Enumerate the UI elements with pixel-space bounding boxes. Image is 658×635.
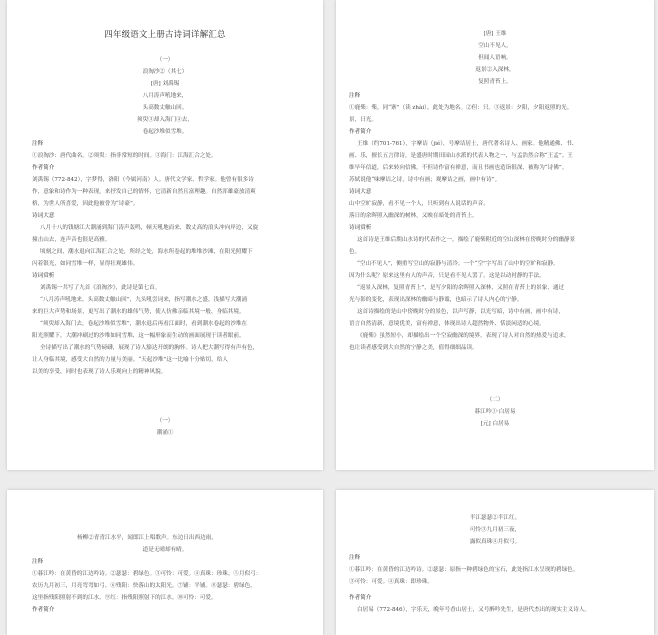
meaning-text: 顷刻之间，潮水退向江海汇合之处，所经之处，海水所卷起的堆堆沙滩，在阳光照耀下 xyxy=(40,249,253,255)
document-page-2 xyxy=(336,0,654,470)
poem-line: 复照青苔上。 xyxy=(478,79,512,85)
meaning-text: 八月十八的钱塘江大潮涌到海门涛声轰鸣，顿天吼地而来，数丈高的浪头冲向岸边，又旋 xyxy=(40,225,259,231)
page-footer: 潮涌① xyxy=(156,430,174,436)
author-heading: 作者简介 xyxy=(349,129,372,135)
poem-line: 半江瑟瑟②半江红。 xyxy=(469,515,521,521)
author-text: 白居易（772-846），字乐天，晚年号香山居士，又号醉吟先生，是唐代杰出的现实主义诗人。 xyxy=(357,607,591,613)
analysis-text: 刘禹锡一共写了九首《浪淘沙》，此诗是第七首。 xyxy=(40,285,161,291)
analysis-text: 全诗描写出了潮水的气势磅礴，展现了诗人豁达开朗的胸怀。诗人把大潮写得有声有色， xyxy=(40,345,259,351)
notes-text: 这里指残阳照射不到的江水。⑨红：指残阳照射下的江水。⑩可怜：可爱。 xyxy=(32,595,217,601)
document-page-1 xyxy=(7,0,323,470)
document-page-4 xyxy=(336,490,654,635)
author-text: 作，意象和诗作为一种表现，来抒发自己的情怀，它清新自然且富理趣。自然浑雄豪放清爽 xyxy=(32,189,256,195)
analysis-heading: 诗词赏析 xyxy=(32,273,55,279)
author-heading: 作者简介 xyxy=(32,607,55,613)
page-number: （一） xyxy=(156,418,174,424)
analysis-text: 光与影的变化，表现出深林的幽暗与静谧，也暗示了诗人内心的宁静。 xyxy=(349,297,523,303)
notes-text: ③可怜：可爱。④真珠：即珍珠。 xyxy=(349,579,433,585)
poem-title: 暮江吟①·白居易 xyxy=(474,409,516,415)
poem-line: 可怜③九月初三夜， xyxy=(469,527,521,533)
meaning-heading: 诗词大意 xyxy=(32,213,55,219)
analysis-text: 来的巨大声势和场景，更写出了潮水的雄伟气势，使人仿佛亲临其境一般，身临其境。 xyxy=(32,309,245,315)
analysis-text: “返景入深林，复照青苔上”，是写夕阳的余晖照入深林，又照在青苔上的景象，通过 xyxy=(357,285,565,291)
author-text: 画、乐，擅长五言律诗，是盛唐时期田园山水派的代表人物之一，与孟浩然合称“王孟”。王 xyxy=(349,153,573,159)
document-page-3 xyxy=(7,490,323,635)
notes-text: ①浪淘沙：唐代曲名。②须臾：指非常短的时间。③海门：江海汇合之处。 xyxy=(32,153,217,159)
poem-line: 须臾③却入海门④去， xyxy=(137,117,193,123)
notes-heading: 注释 xyxy=(32,141,44,147)
analysis-text: “八月涛声吼地来，头高数丈触山回”，九头吼尝词来，指写潮水之盛，浅描写大潮涌 xyxy=(40,297,248,303)
analysis-text: 《鹿柴》虽然短小，却描绘出一个空寂幽深的境界，表现了诗人对自然的热爱与追求， xyxy=(357,333,570,339)
poem-line: 返景②入深林， xyxy=(475,67,515,73)
meaning-text: 撞击山去，连声音也很是高雅。 xyxy=(32,237,111,243)
analysis-text: 这首诗是王维后期山水诗的代表作之一，描绘了鹿柴附近的空山深林在傍晚时分的幽静景 xyxy=(357,237,576,243)
analysis-text: 以美的享受，同时也表现了诗人乐观向上的精神风貌。 xyxy=(32,369,167,375)
author-text: 格，为世人所喜爱，因此他被誉为“诗豪”。 xyxy=(32,201,139,207)
poem-line: 杨柳②青青江水平，闻郎江上唱歌声。东边日出西边雨， xyxy=(77,535,217,541)
analysis-text: 色。 xyxy=(349,249,361,255)
analysis-text: “空山不见人”，侧重写空山的寂静与清冷。一个“空”字写出了山中的空旷和寂静。 xyxy=(357,261,559,267)
poem-line: 但闻人语响。 xyxy=(478,55,512,61)
notes-heading: 注释 xyxy=(32,559,44,565)
poem-line: 八月涛声吼地来， xyxy=(142,93,188,99)
author-text: 王维（约701-761），字摩诘（jié），号摩诘居士，唐代著名诗人、画家。他精通佛、书、 xyxy=(357,141,578,147)
poem-line: 空山不见人， xyxy=(478,43,512,49)
notes-text: ①暮江吟：在黄昏的江边吟诗。②瑟瑟：碧绿色。③可怜：可爱。④真珠：珍珠。⑤月似弓： xyxy=(32,571,262,577)
author-heading: 作者简介 xyxy=(32,165,55,171)
poem-line: 头高数丈触山回。 xyxy=(142,105,188,111)
author-text: 刘禹锡（772-842），字梦得，洛阳（今属河南）人。唐代文学家、哲学家。他曾有很多诗 xyxy=(32,177,254,183)
document-title: 四年级语文上册古诗词详解汇总 xyxy=(104,29,226,39)
poem-line: 卷起沙堆似雪堆。 xyxy=(142,129,188,135)
poem-line: 露似真珠④月似弓。 xyxy=(469,539,521,545)
poem-author: [唐] 王维 xyxy=(483,31,507,37)
meaning-text: 闪着银光，如同雪堆一样，显得壮观雄伟。 xyxy=(32,261,139,267)
notes-text: ①鹿柴：柴，同“寨”（读 zhài）。此处为地名。②但：只。③返景：夕阳，夕阳返照的光。 xyxy=(349,105,573,111)
poem-line: 道是无晴却有晴。 xyxy=(142,547,188,553)
analysis-text: 这首诗描绘的是山中傍晚时分的景色，以声写静，以光写暗，诗中有画，画中有诗， xyxy=(357,309,564,315)
notes-heading: 注释 xyxy=(349,555,361,561)
meaning-heading: 诗词大意 xyxy=(349,189,372,195)
notes-text: 景，日光。 xyxy=(349,117,377,123)
analysis-text: “须臾却入海门去，卷起沙堆似雪堆”，潮水退后再看江面时，看到潮水卷起的沙堆在 xyxy=(40,321,248,327)
poem-author: [唐] 刘禹锡 xyxy=(150,81,180,87)
analysis-text: 语言自然清新，意境优美，富有禅意，体现出诗人超然物外、恬淡闲适的心境。 xyxy=(349,321,545,327)
poem-title: 浪淘沙②（其七） xyxy=(142,69,188,75)
section-number: （二） xyxy=(486,397,504,403)
author-text: 苏轼说他“味摩诘之诗，诗中有画；观摩诘之画，画中有诗”。 xyxy=(349,177,501,183)
notes-text: ①暮江吟：在黄昏的江边吟诗。②瑟瑟：原指一种碧绿色的宝石，此处指江水呈现的碧绿色。 xyxy=(349,567,579,573)
notes-heading: 注释 xyxy=(349,93,361,99)
analysis-text: 让人身临其境，感受大自然的力量与美丽。“天起沙堆”这一比喻十分贴切，给人 xyxy=(32,357,228,363)
analysis-text: 因为什么呢？原来这里有人的声音，只是看不见人罢了。这是以动衬静的手法。 xyxy=(349,273,545,279)
analysis-heading: 诗词赏析 xyxy=(349,225,372,231)
analysis-text: 阳光照耀下，大潮冲刷过的沙堆如同雪堆，这一幅形象而生动的画面展现于读者眼前。 xyxy=(32,333,245,339)
analysis-text: 也让读者感受到大自然的宁静之美，值得细细品读。 xyxy=(349,345,478,351)
section-number: （一） xyxy=(156,57,174,63)
meaning-text: 落日的余晖照入幽深的树林，又映在暗处的青苔上。 xyxy=(349,213,478,219)
poem-author: [元] 白居易 xyxy=(480,421,510,427)
meaning-text: 山中空旷寂静，看不见一个人，只听到有人说话的声音。 xyxy=(349,201,489,207)
author-text: 维早年信道，后来转向信佛，不但诗作富有禅意，而且书画也造诣很深，被称为“诗佛”。 xyxy=(349,165,568,171)
notes-text: 农历九月初三，月亮弯弯如弓。⑥残阳：快落山的太阳光。⑦铺：平铺。⑧瑟瑟：碧绿色， xyxy=(32,583,256,589)
author-heading: 作者简介 xyxy=(349,595,372,601)
